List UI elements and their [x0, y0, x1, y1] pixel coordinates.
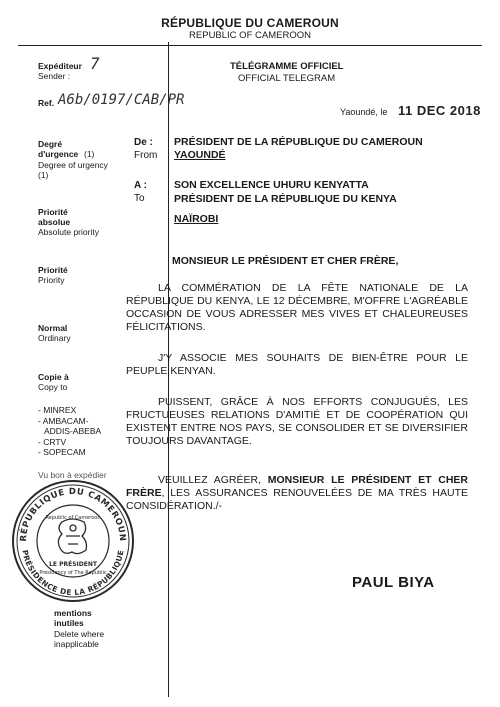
ref-value: A6b/0197/CAB/PR: [58, 92, 185, 108]
republic-title-en: REPUBLIC OF CAMEROON: [189, 30, 311, 41]
seal-bottom-text: PRÉSIDENCE DE LA RÉPUBLIQUE: [20, 549, 126, 598]
paragraph-2: J'Y ASSOCIE MES SOUHAITS DE BIEN-ÊTRE POUR LE PEUPLE KENYAN.: [126, 352, 468, 377]
dateline-place: Yaoundé, le: [340, 107, 388, 117]
list-item: - CRTV: [38, 436, 67, 447]
ref-label: Ref.: [38, 98, 55, 108]
sender-label-fr: Expéditeur: [38, 61, 82, 71]
priority-label: Priorité: [38, 265, 68, 275]
republic-title-fr: RÉPUBLIQUE DU CAMEROUN: [161, 16, 339, 30]
priority-absolute-en: Absolute priority: [38, 227, 99, 237]
dispatch-note: Vu bon à expédier: [38, 470, 107, 480]
seal-emblem-icon: [10, 478, 136, 604]
normal-en: Ordinary: [38, 333, 71, 343]
strike-label-fr: mentions inutiles: [54, 608, 92, 628]
from-label-en: From: [134, 150, 158, 161]
seal-top-text: RÉPUBLIQUE DU CAMEROUN: [18, 486, 128, 542]
paragraph-1: LA COMMÉRATION DE LA FÊTE NATIONALE DE LA RÉPUBLIQUE DU KENYA, LE 12 DÉCEMBRE, M'OFFRE L'AGRÉABLE OCCASION DE VOUS ADRESSER MES VIVES ET CHALEUREUSES FÉLICITATIONS.: [126, 282, 468, 333]
seal-inner-en: Republic of Cameroon: [45, 515, 101, 521]
paragraph-3: PUISSENT, GRÂCE À NOS EFFORTS CONJUGUÉS, LES FRUCTUEUSES RELATIONS D'AMITIÉ ET DE COOPÉRATION QUI EXISTENT ENTRE NOS PAYS, SE CONSOLIDER ET SE DIVERSIFIER TOUJOURS DAVANTAGE.: [126, 396, 468, 447]
urgency-label-fr: Degré d'urgence: [38, 139, 79, 159]
paragraph-4-c: , LES ASSURANCES RENOUVELÉES DE MA TRÈS HAUTE CONSIDÉRATION./-: [126, 487, 468, 512]
telegram-title-en: OFFICIAL TELEGRAM: [238, 73, 336, 84]
telegram-title-fr: TÉLÉGRAMME OFFICIEL: [230, 61, 344, 72]
seal-label-en: Presidency of The Republic: [39, 570, 107, 576]
priority-absolute-label: Priorité absolue: [38, 207, 71, 227]
list-item: - AMBACAM-: [38, 415, 89, 426]
paragraph-4: [126, 474, 468, 513]
priority-en: Priority: [38, 275, 65, 285]
from-line-1: PRÉSIDENT DE LA RÉPUBLIQUE DU CAMEROUN: [174, 136, 423, 148]
paragraph-4-a: VEUILLEZ AGRÉER,: [158, 474, 268, 486]
urgency-count: (1): [84, 149, 95, 159]
list-item: - SOPECAM: [38, 447, 86, 457]
from-label-fr: De :: [134, 137, 153, 148]
copy-label-fr: Copie à: [38, 372, 69, 382]
copy-label-en: Copy to: [38, 382, 68, 392]
to-label-fr: A :: [134, 180, 147, 191]
strike-label-en: Delete where inapplicable: [54, 629, 105, 649]
normal-label: Normal: [38, 323, 68, 333]
date-stamp: 11 DEC 2018: [398, 103, 481, 118]
copies-list: [38, 405, 101, 458]
salutation: MONSIEUR LE PRÉSIDENT ET CHER FRÈRE,: [172, 255, 399, 267]
urgency-label-en: Degree of urgency (1): [38, 160, 108, 180]
from-line-2: YAOUNDÉ: [174, 149, 226, 161]
seal-label-fr: LE PRÉSIDENT: [49, 561, 97, 568]
header-divider: [18, 45, 482, 46]
to-label-en: To: [134, 193, 145, 204]
list-item: ADDIS-ABEBA: [44, 426, 102, 436]
paragraph-4-b: MONSIEUR LE PRÉSIDENT ET CHER FRÈRE: [126, 474, 468, 499]
list-item: - MINREX: [38, 405, 77, 415]
to-line-2: PRÉSIDENT DE LA RÉPUBLIQUE DU KENYA: [174, 193, 397, 205]
to-line-3: NAÏROBI: [174, 213, 219, 225]
sender-value: 7: [90, 54, 100, 73]
sender-label-en: Sender :: [38, 71, 71, 81]
presidential-seal: [10, 478, 136, 604]
signature-name: PAUL BIYA: [352, 574, 435, 591]
to-line-1: SON EXCELLENCE UHURU KENYATTA: [174, 179, 369, 191]
